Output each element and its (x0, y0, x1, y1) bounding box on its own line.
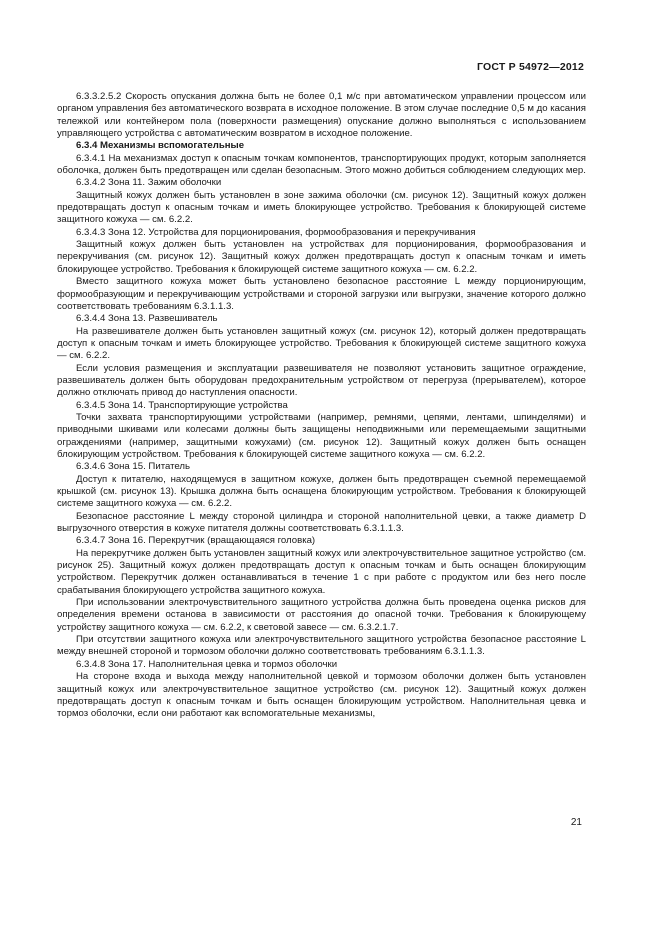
paragraph-zone-17: На стороне входа и выхода между наполнительной цевкой и тормозом оболочки должен быть установлен защитный кожух или электрочувствительное защитное устройство (см. рисунок 12). Защитный кожух должен предотвращать доступ к опасным точкам и быть оснащен блокирующим устройством. Наполнительная цевка и тормоз оболочки, если они работают как вспомогательные механизмы, (57, 671, 586, 720)
paragraph-zone-12-alt: Вместо защитного кожуха может быть установлено безопасное расстояние L между порционирующим, формообразующим и перекручивающим устройствами и стороной загрузки или выгрузки, значение которого должно соответствовать требованиям 6.3.1.1.3. (57, 276, 586, 312)
section-heading-6-3-4: 6.3.4 Механизмы вспомогательные (76, 140, 245, 152)
subsection-heading-6-3-4-4: 6.3.4.4 Зона 13. Развешиватель (76, 313, 218, 325)
paragraph-6-3-3-2-5-2: 6.3.3.2.5.2 Скорость опускания должна быть не более 0,1 м/с при автоматическом управлении процессом или органом управления без автоматического возврата в исходное положение. В этом случае последние 0,5 м до касания тележкой или контейнером пола (поверхности размещения) опускание должно выполняться с использованием управляющего устройства с автоматическим возвратом в исходное положение. (57, 91, 586, 140)
paragraph-zone-16-esd: При использовании электрочувствительного защитного устройства должна быть проведена оценка рисков для определения времени останова в зависимости от расстояния до опасной точки. Требования к блокирующему устройству защитного кожуха — см. 6.2.2, к световой завесе — см. 6.3.2.1.7. (57, 597, 586, 633)
paragraph-zone-15-distance: Безопасное расстояние L между стороной цилиндра и стороной наполнительной цевки, а также диаметр D выгрузочного отверстия в кожухе питателя должны соответствовать 6.3.1.1.3. (57, 510, 586, 535)
paragraph-zone-12: Защитный кожух должен быть установлен на устройствах для порционирования, формообразования и перекручивания (см. рисунок 12). Защитный кожух должен предотвращать доступ к опасным точкам и иметь блокирующее устройство. Требования к блокирующей системе защитного кожуха — см. 6.2.2. (57, 239, 586, 275)
subsection-heading-6-3-4-7: 6.3.4.7 Зона 16. Перекрутчик (вращающаяся головка) (76, 535, 316, 547)
subsection-heading-6-3-4-2: 6.3.4.2 Зона 11. Зажим оболочки (76, 177, 222, 189)
subsection-heading-6-3-4-5: 6.3.4.5 Зона 14. Транспортирующие устройства (76, 399, 288, 411)
paragraph-zone-15: Доступ к питателю, находящемуся в защитном кожухе, должен быть предотвращен съемной перемещаемой крышкой (см. рисунок 13). Крышка должна быть оснащена блокирующим устройством. Требования к блокирующей системе защитного кожуха — см. 6.2.2. (57, 473, 586, 510)
subsection-heading-6-3-4-3: 6.3.4.3 Зона 12. Устройства для порционирования, формообразования и перекручивания (76, 226, 476, 238)
paragraph-zone-16: На перекрутчике должен быть установлен защитный кожух или электрочувствительное защитное устройство (см. рисунок 25). Защитный кожух должен предотвращать доступ к опасным точкам и быть оснащен блокирующим устройством. Перекрутчик должен останавливаться в течение 1 с при работе с продуктом или без него после срабатывания блокирующего устройства защитного кожуха. (57, 547, 586, 596)
document-standard-number: ГОСТ Р 54972—2012 (476, 61, 584, 73)
paragraph-zone-13-alt: Если условия размещения и эксплуатации развешивателя не позволяют установить защитное ограждение, развешиватель должен быть оборудован предохранительным устройством от перегруза (прерывателем), которое должно отключать привод до наступления опасности. (57, 362, 586, 399)
subsection-heading-6-3-4-8: 6.3.4.8 Зона 17. Наполнительная цевка и тормоз оболочки (76, 658, 338, 670)
page-number: 21 (570, 817, 582, 828)
paragraph-zone-16-distance: При отсутствии защитного кожуха или электрочувствительного защитного устройства безопасное расстояние L между внешней стороной и тормозом оболочки должно соответствовать требованиям 6.3.1.1.3. (57, 634, 586, 658)
document-body (57, 91, 586, 721)
paragraph-6-3-4-1: 6.3.4.1 На механизмах доступ к опасным точкам компонентов, транспортирующих продукт, которым заполняется оболочка, должен быть предотвращен или сделан безопасным. Этого можно добиться соблюдением следующих мер. (57, 152, 586, 177)
paragraph-zone-13: На развешивателе должен быть установлен защитный кожух (см. рисунок 12), который должен предотвращать доступ к опасным точкам и иметь блокирующее устройство. Требования к блокирующей системе защитного кожуха — см. 6.2.2. (57, 325, 586, 362)
subsection-heading-6-3-4-6: 6.3.4.6 Зона 15. Питатель (76, 461, 191, 473)
paragraph-zone-11: Защитный кожух должен быть установлен в зоне зажима оболочки (см. рисунок 12). Защитный кожух должен предотвращать доступ к опасным точкам и иметь блокирующее устройство. Требования к блокирующей системе защитного кожуха — см. 6.2.2. (57, 189, 586, 226)
paragraph-zone-14: Точки захвата транспортирующими устройствами (например, ремнями, цепями, лентами, шпинделями) и приводными шкивами или колесами должны быть защищены неподвижными или перемещаемыми защитными ограждениями (например, защитными кожухами) (см. рисунок 12). Защитный кожух должен быть оснащен блокирующим устройством. Требования к блокирующей системе защитного кожуха — см. 6.2.2. (57, 411, 586, 460)
